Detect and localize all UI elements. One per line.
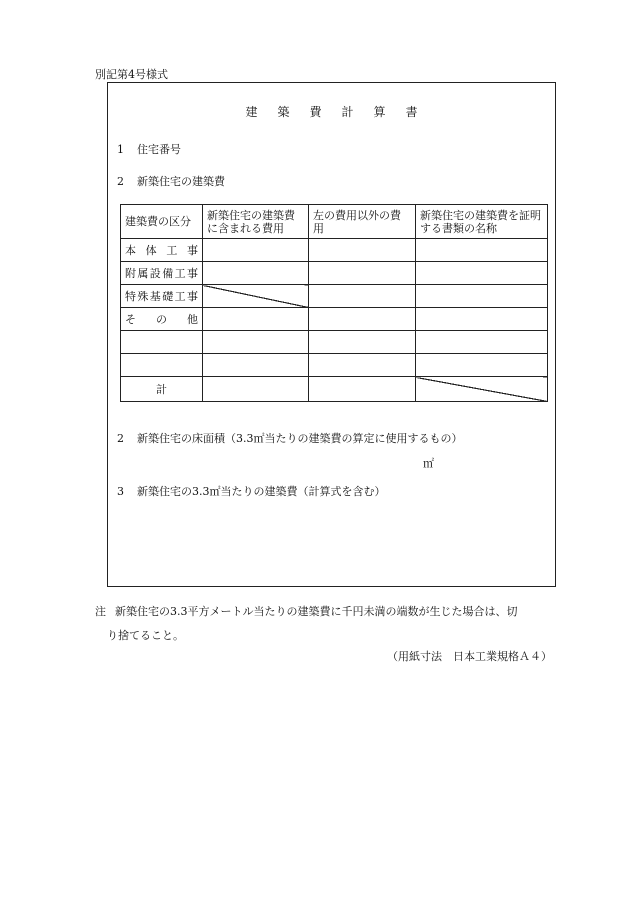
table-cell[interactable] <box>416 262 548 285</box>
footnote-line <box>95 624 585 648</box>
title-char: 建 <box>245 105 258 119</box>
title-char: 築 <box>277 105 290 119</box>
item-number: 3 <box>117 485 124 498</box>
item-label: 新築住宅の建築費 <box>137 175 225 188</box>
table-cell[interactable] <box>309 354 416 377</box>
footnote-text: り捨てること。 <box>107 629 184 642</box>
table-row <box>121 239 548 262</box>
total-label: 計 <box>121 377 203 402</box>
item-cost-per-area <box>117 483 386 499</box>
footnote <box>95 600 585 648</box>
row-label: 本体工事 <box>121 239 203 262</box>
title-char: 算 <box>373 105 386 119</box>
footnote-mark: 注 <box>95 605 106 618</box>
table-cell[interactable] <box>309 308 416 331</box>
crossed-out-cell <box>203 285 309 308</box>
title-char: 計 <box>341 105 354 119</box>
table-row <box>121 308 548 331</box>
item-label: 新築住宅の3.3㎡当たりの建築費（計算式を含む） <box>137 485 386 498</box>
table-cell[interactable] <box>416 331 548 354</box>
table-cell[interactable] <box>203 331 309 354</box>
table-cell[interactable] <box>416 239 548 262</box>
table-cell[interactable] <box>309 377 416 402</box>
header-cell-document-name: 新築住宅の建築費を証明する書類の名称 <box>416 205 548 239</box>
header-cell-included-cost: 新築住宅の建築費に含まれる費用 <box>203 205 309 239</box>
table-row <box>121 331 548 354</box>
title-char: 書 <box>405 105 418 119</box>
row-label[interactable] <box>121 354 203 377</box>
item-number: 2 <box>117 432 124 445</box>
row-label: 附属設備工事 <box>121 262 203 285</box>
table-cell[interactable] <box>203 377 309 402</box>
title-char: 費 <box>309 105 322 119</box>
item-housing-number <box>117 141 181 157</box>
table-cell[interactable] <box>309 239 416 262</box>
table-cell[interactable] <box>203 262 309 285</box>
table-cell[interactable] <box>416 285 548 308</box>
form-frame <box>107 82 556 587</box>
form-number: 別記第4号様式 <box>95 68 168 81</box>
crossed-out-cell <box>416 377 548 402</box>
header-cell-category: 建築費の区分 <box>121 205 203 239</box>
document-title <box>108 103 555 120</box>
table-cell[interactable] <box>203 239 309 262</box>
table-cell[interactable] <box>203 308 309 331</box>
item-floor-area <box>117 430 463 446</box>
table-row <box>121 354 548 377</box>
table-header-row <box>121 205 548 239</box>
item-number: 1 <box>117 143 124 156</box>
header-cell-other-cost: 左の費用以外の費用 <box>309 205 416 239</box>
table-cell[interactable] <box>309 262 416 285</box>
item-label: 住宅番号 <box>137 143 181 156</box>
footnote-line <box>95 600 585 624</box>
row-label: 特殊基礎工事 <box>121 285 203 308</box>
row-label[interactable] <box>121 331 203 354</box>
paper-size-note: （用紙寸法 日本工業規格Ａ４） <box>387 650 552 663</box>
table-cell[interactable] <box>309 285 416 308</box>
row-label: その他 <box>121 308 203 331</box>
table-cell[interactable] <box>309 331 416 354</box>
table-cell[interactable] <box>416 354 548 377</box>
table-row <box>121 285 548 308</box>
table-total-row <box>121 377 548 402</box>
item-label: 新築住宅の床面積（3.3㎡当たりの建築費の算定に使用するもの） <box>137 432 463 445</box>
item-building-cost <box>117 173 225 189</box>
table-cell[interactable] <box>416 308 548 331</box>
floor-area-unit: ㎡ <box>423 457 434 470</box>
building-cost-table <box>120 204 548 402</box>
table-cell[interactable] <box>203 354 309 377</box>
item-number: 2 <box>117 175 124 188</box>
footnote-text: 新築住宅の3.3平方メートル当たりの建築費に千円未満の端数が生じた場合は、切 <box>115 605 518 618</box>
table-row <box>121 262 548 285</box>
